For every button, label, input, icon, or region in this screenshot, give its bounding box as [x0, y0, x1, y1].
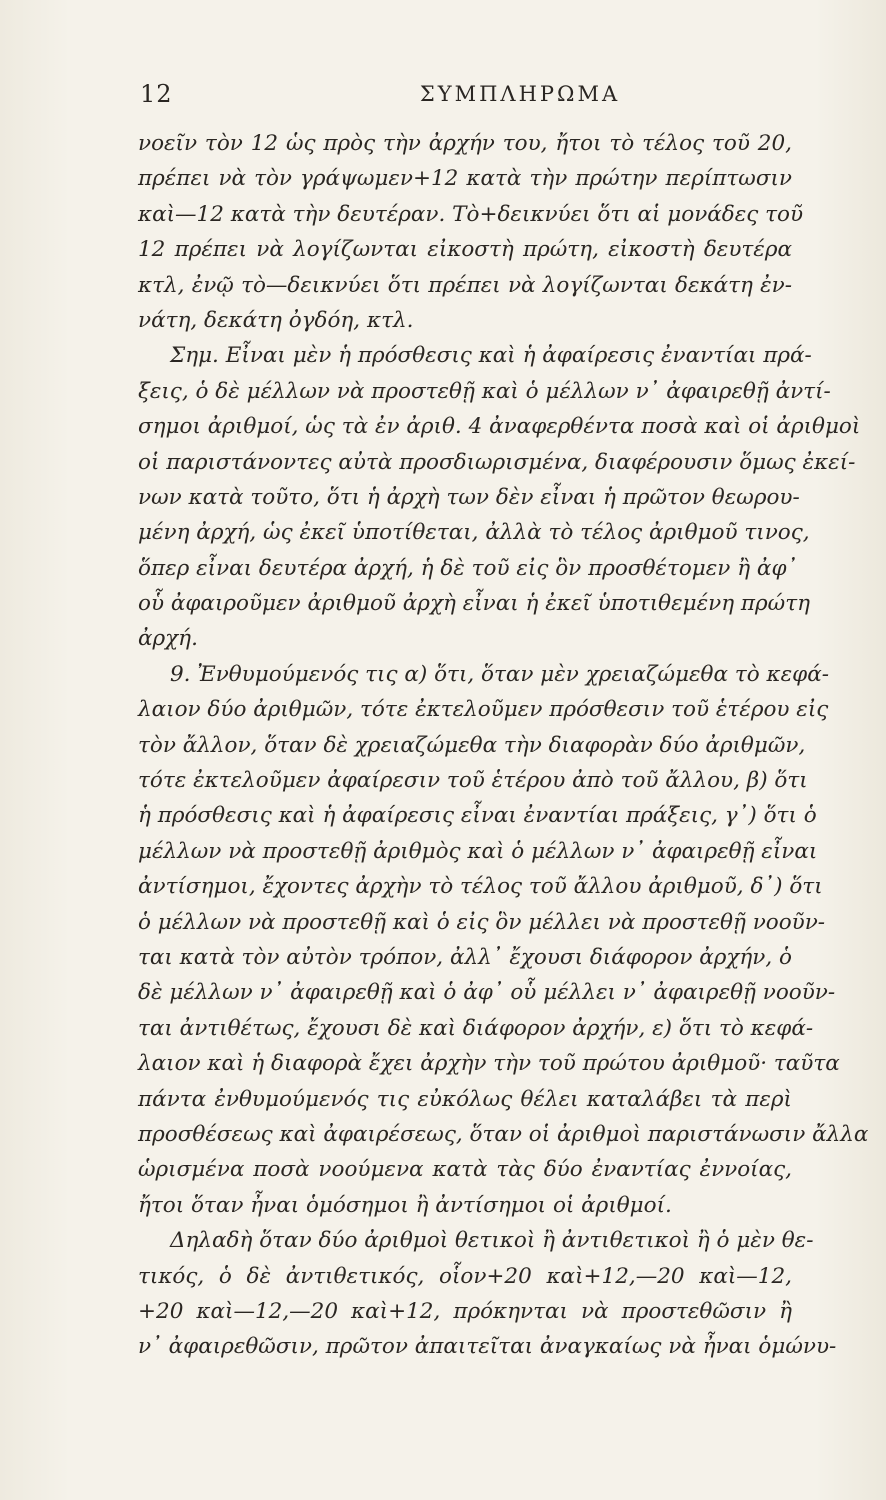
text-line: ται κατὰ τὸν αὐτὸν τρόπον, ἀλλ᾽ ἔχουσι διάφορον ἀρχήν, ὁ — [138, 944, 792, 970]
text-line: 9. Ἐνθυμούμενός τις α) ὅτι, ὅταν μὲν χρειαζώμεθα τὸ κεφά- — [170, 661, 830, 687]
text-line: ξεις, ὁ δὲ μέλλων νὰ προστεθῇ καὶ ὁ μέλλων ν᾽ ἀφαιρεθῇ ἀντί- — [138, 378, 831, 404]
text-line: κτλ, ἐνῷ τὸ—δεικνύει ὅτι πρέπει νὰ λογίζωνται δεκάτη ἐν- — [138, 272, 792, 298]
body-text — [138, 126, 869, 1365]
text-line: πάντα ἐνθυμούμενός τις εὐκόλως θέλει καταλάβει τὰ περὶ — [138, 1086, 792, 1112]
page-number: 12 — [140, 80, 173, 108]
text-line: δὲ μέλλων ν᾽ ἀφαιρεθῇ καὶ ὁ ἀφ᾽ οὗ μέλλει ν᾽ ἀφαιρεθῇ νοοῦν- — [138, 980, 836, 1006]
text-line: Σημ. Εἶναι μὲν ἡ πρόσθεσις καὶ ἡ ἀφαίρεσις ἐναντίαι πρά- — [170, 343, 812, 369]
text-line: τότε ἐκτελοῦμεν ἀφαίρεσιν τοῦ ἑτέρου ἀπὸ τοῦ ἄλλου, β) ὅτι — [138, 768, 808, 794]
text-line: νοεῖν τὸν 12 ὡς πρὸς τὴν ἀρχήν του, ἤτοι τὸ τέλος τοῦ 20, — [138, 131, 792, 156]
text-line: νων κατὰ τοῦτο, ὅτι ἡ ἀρχὴ των δὲν εἶναι ἡ πρῶτον θεωρου- — [138, 484, 800, 510]
text-line: ἤτοι ὅταν ἦναι ὁμόσημοι ἢ ἀντίσημοι οἱ ἀριθμοί. — [138, 1192, 672, 1218]
text-line: μένη ἀρχή, ὡς ἐκεῖ ὑποτίθεται, ἀλλὰ τὸ τέλος ἀριθμοῦ τινος, — [138, 520, 810, 546]
text-line: νάτη, δεκάτη ὀγδόη, κτλ. — [138, 307, 414, 333]
text-line: λαιον καὶ ἡ διαφορὰ ἔχει ἀρχὴν τὴν τοῦ πρώτου ἀριθμοῦ· ταῦτα — [138, 1051, 840, 1077]
text-line: ὡρισμένα ποσὰ νοούμενα κατὰ τὰς δύο ἐναντίας ἐννοίας, — [138, 1157, 792, 1183]
text-line: οὗ ἀφαιροῦμεν ἀριθμοῦ ἀρχὴ εἶναι ἡ ἐκεῖ ὑποτιθεμένη πρώτη — [138, 591, 810, 617]
text-line: καὶ—12 κατὰ τὴν δευτέραν. Τὸ+δεικνύει ὅτι αἱ μονάδες τοῦ — [138, 201, 804, 227]
text-line: λαιον δύο ἀριθμῶν, τότε ἐκτελοῦμεν πρόσθεσιν τοῦ ἑτέρου εἰς — [138, 697, 829, 723]
text-line: τικός, ὁ δὲ ἀντιθετικός, οἷον+20 καὶ+12,—20 καὶ—12, — [138, 1263, 792, 1289]
text-line: ὅπερ εἶναι δευτέρα ἀρχή, ἡ δὲ τοῦ εἰς ὃν προσθέτομεν ἢ ἀφ᾽ — [138, 555, 798, 581]
text-line: ν᾽ ἀφαιρεθῶσιν, πρῶτον ἀπαιτεῖται ἀναγκαίως νὰ ἦναι ὁμώνυ- — [138, 1334, 837, 1360]
text-line: +20 καὶ—12,—20 καὶ+12, πρόκηνται νὰ προστεθῶσιν ἢ — [138, 1298, 792, 1324]
text-line: 12 πρέπει νὰ λογίζωνται εἰκοστὴ πρώτη, εἰκοστὴ δευτέρα — [138, 237, 792, 263]
text-line: ται ἀντιθέτως, ἔχουσι δὲ καὶ διάφορον ἀρχήν, ε) ὅτι τὸ κεφά- — [138, 1015, 814, 1041]
text-line: τὸν ἄλλον, ὅταν δὲ χρειαζώμεθα τὴν διαφορὰν δύο ἀριθμῶν, — [138, 732, 806, 758]
text-line: ἀντίσημοι, ἔχοντες ἀρχὴν τὸ τέλος τοῦ ἄλλου ἀριθμοῦ, δ᾽) ὅτι — [138, 874, 823, 900]
page-header — [140, 80, 800, 114]
text-line: οἱ παριστάνοντες αὐτὰ προσδιωρισμένα, διαφέρουσιν ὅμως ἐκεί- — [138, 449, 856, 475]
text-line: σημοι ἀριθμοί, ὡς τὰ ἐν ἀριθ. 4 ἀναφερθέντα ποσὰ καὶ οἱ ἀριθμοὶ — [138, 414, 861, 440]
text-line: ἀρχή. — [138, 626, 198, 652]
text-line: Δηλαδὴ ὅταν δύο ἀριθμοὶ θετικοὶ ἢ ἀντιθετικοὶ ἢ ὁ μὲν θε- — [170, 1228, 814, 1254]
text-line: μέλλων νὰ προστεθῇ ἀριθμὸς καὶ ὁ μέλλων ν᾽ ἀφαιρεθῇ εἶναι — [138, 838, 818, 864]
text-line: ἡ πρόσθεσις καὶ ἡ ἀφαίρεσις εἶναι ἐναντίαι πράξεις, γ᾽) ὅτι ὁ — [138, 803, 817, 829]
running-title: ΣΥΜΠΛΗΡΩΜΑ — [419, 82, 621, 106]
text-line: προσθέσεως καὶ ἀφαιρέσεως, ὅταν οἱ ἀριθμοὶ παριστάνωσιν ἄλλα — [138, 1121, 869, 1147]
text-line: ὁ μέλλων νὰ προστεθῇ καὶ ὁ εἰς ὃν μέλλει νὰ προστεθῇ νοοῦν- — [138, 909, 826, 935]
text-line: πρέπει νὰ τὸν γράψωμεν+12 κατὰ τὴν πρώτην περίπτωσιν — [138, 166, 792, 192]
